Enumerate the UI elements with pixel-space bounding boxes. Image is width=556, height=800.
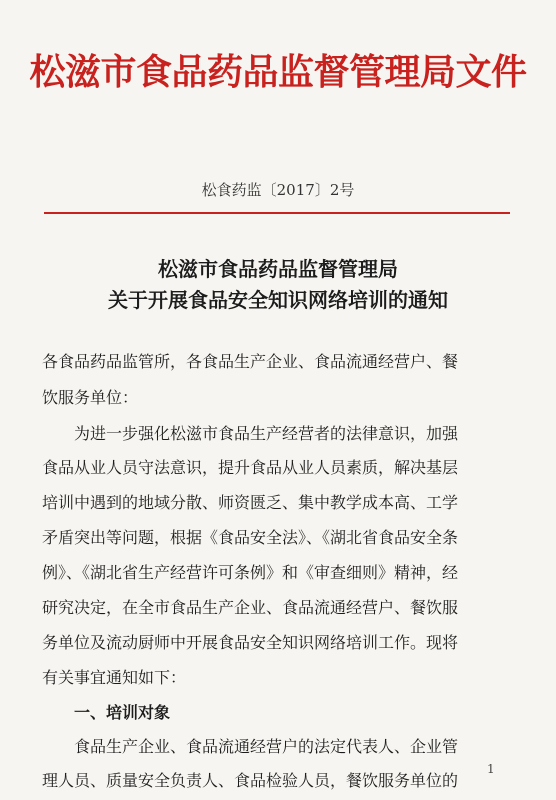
body-line: 务单位及流动厨师中开展食品安全知识网络培训工作。现将 (42, 633, 459, 652)
body-line: 有关事宜通知如下： (42, 668, 187, 687)
body-line: 矛盾突出等问题，根据《食品安全法》、《湖北省食品安全条 (42, 528, 459, 547)
notice-title-line2: 关于开展食品安全知识网络培训的通知 (108, 288, 448, 312)
body-line: 食品生产企业、食品流通经营户的法定代表人、企业管 (42, 737, 459, 756)
body-line: 理人员、质量安全负责人、食品检验人员，餐饮服务单位的 (42, 771, 459, 790)
body-line: 研究决定，在全市食品生产企业、食品流通经营户、餐饮服 (42, 598, 459, 617)
page-number: 1 (487, 762, 495, 776)
section-heading-training-targets: 一、培训对象 (42, 703, 171, 722)
body-line: 为进一步强化松滋市食品生产经营者的法律意识，加强 (42, 424, 459, 443)
body-line: 培训中遇到的地域分散、师资匮乏、集中教学成本高、工学 (42, 493, 459, 512)
document-number: 松食药监〔2017〕2号 (201, 181, 355, 199)
document-header-title: 松滋市食品药品监督管理局文件 (29, 52, 527, 93)
body-line: 例》、《湖北省生产经营许可条例》和《审查细则》精神，经 (42, 563, 459, 582)
notice-title-line1: 松滋市食品药品监督管理局 (158, 257, 398, 281)
body-line: 食品从业人员守法意识，提升食品从业人员素质，解决基层 (42, 458, 459, 477)
body-line: 饮服务单位： (42, 388, 139, 407)
red-divider (44, 212, 510, 214)
body-line: 各食品药品监管所，各食品生产企业、食品流通经营户、餐 (42, 352, 459, 371)
